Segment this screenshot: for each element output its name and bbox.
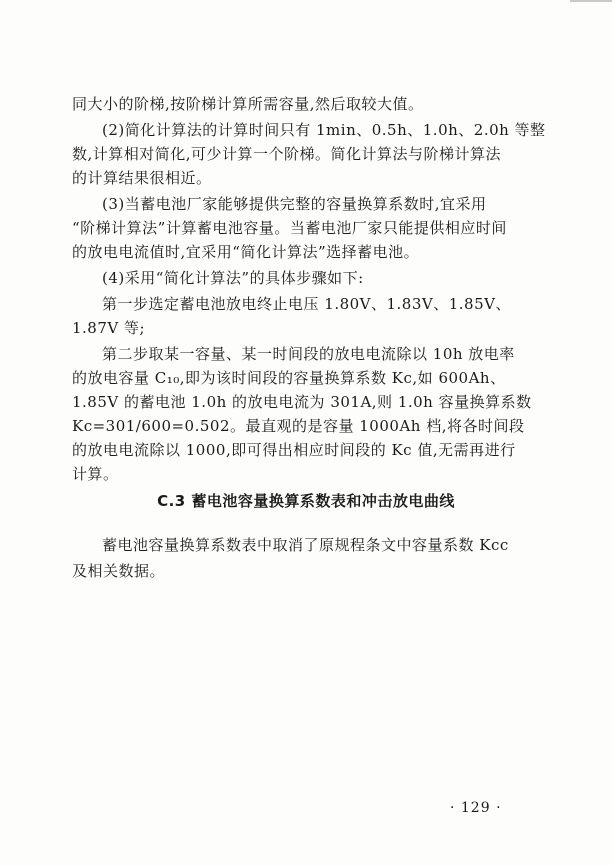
text-line: 及相关数据。 [72, 562, 166, 580]
text-line: 数,计算相对简化,可少计算一个阶梯。简化计算法与阶梯计算法 [72, 145, 502, 163]
text-line: “阶梯计算法”计算蓄电池容量。当蓄电池厂家只能提供相应时间 [72, 219, 507, 237]
text-line: 第一步选定蓄电池放电终止电压 1.80V、1.83V、1.85V、 [102, 295, 511, 313]
text-line: 同大小的阶梯,按阶梯计算所需容量,然后取较大值。 [72, 95, 424, 113]
text-line: 的放电电流值时,宜采用“简化计算法”选择蓄电池。 [72, 243, 420, 261]
paragraph-step-one [72, 292, 526, 340]
paragraph-simplified-method [72, 118, 546, 190]
text-line: 1.85V 的蓄电池 1.0h 的放电电流为 301A,则 1.0h 容量换算系数 [72, 393, 532, 411]
text-line: 的放电容量 C₁₀,即为该时间段的容量换算系数 Kc,如 600Ah、 [72, 369, 506, 387]
paragraph-step-two [72, 342, 532, 486]
paragraph-method-selection [72, 192, 526, 264]
text-line: (4)采用“简化计算法”的具体步骤如下: [102, 269, 364, 287]
text-line: 1.87V 等; [72, 319, 146, 337]
page-number: · 129 · [450, 800, 502, 816]
text-line: 第二步取某一容量、某一时间段的放电电流除以 10h 放电率 [102, 345, 515, 363]
text-line: 的放电电流除以 1000,即可得出相应时间段的 Kc 值,无需再进行 [72, 441, 516, 459]
paragraph-continuation [72, 92, 526, 116]
text-line: 蓄电池容量换算系数表中取消了原规程条文中容量系数 Kcc [102, 536, 509, 554]
text-line: (2)简化计算法的计算时间只有 1min、0.5h、1.0h、2.0h 等整 [102, 121, 546, 139]
text-line: 的计算结果很相近。 [72, 169, 212, 187]
body-text-section-1 [72, 92, 546, 488]
paragraph-steps-intro [72, 266, 526, 290]
text-line: 计算。 [72, 465, 119, 483]
text-line: (3)当蓄电池厂家能够提供完整的容量换算系数时,宜采用 [102, 195, 487, 213]
paragraph-table-note [72, 532, 526, 584]
scan-corner-mark [570, 0, 612, 10]
text-line: Kc=301/600=0.502。最直观的是容量 1000Ah 档,将各时间段 [72, 417, 525, 435]
body-text-section-2 [72, 532, 526, 586]
section-heading: C.3 蓄电池容量换算系数表和冲击放电曲线 [157, 492, 455, 510]
